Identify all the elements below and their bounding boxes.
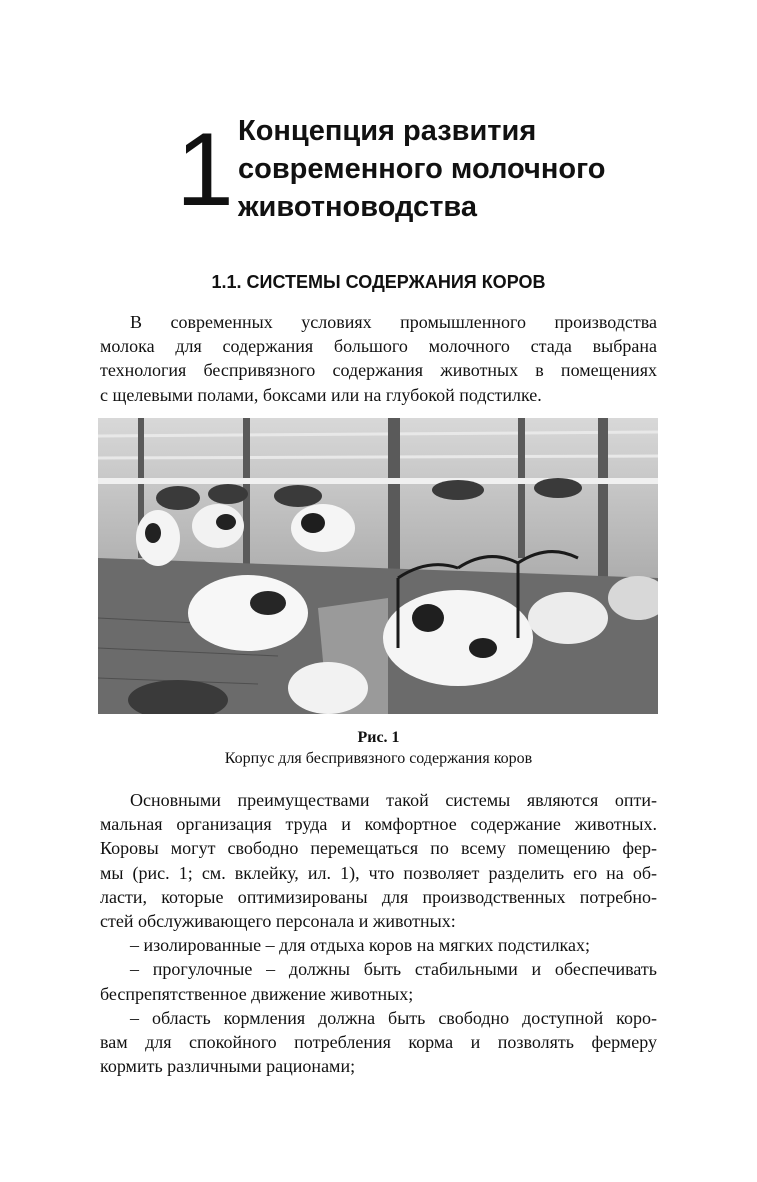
text-line: Основными преимуществами такой системы являются опти- [130,790,657,810]
list-item-continuation: вам для спокойного потребления корма и позволять фермеру [100,1032,657,1053]
text-line: ласти, которые оптимизированы для производственных потребно- [100,886,657,907]
list-item: – изолированные – для отдыха коров на мягких подстилках; [130,935,591,956]
list-item: – прогулочные – должны быть стабильными и обеспечивать [130,959,657,980]
figure-photo [98,418,658,714]
list-item-continuation: беспрепятственное движение животных; [100,983,414,1004]
section-title: 1.1. СИСТЕМЫ СОДЕРЖАНИЯ КОРОВ [211,272,546,292]
text-line: стей обслуживающего персонала и животных: [100,911,456,932]
body-paragraph [100,788,657,1078]
figure-caption: Корпус для беспривязного содержания коров [224,750,533,767]
chapter-title [238,112,708,226]
text-line: молока для содержания большого молочного стада выбрана [100,336,657,357]
chapter-title-line: современного молочного [238,153,606,185]
chapter-title-line: животноводства [238,191,477,223]
text-line: мальная организация труда и комфортное содержание животных. [100,814,657,835]
figure-label: Рис. 1 [357,729,400,746]
chapter-title-line: Концепция развития [238,115,537,147]
barn-photo-illustration [98,418,658,714]
intro-paragraph [100,310,657,407]
text-line: мы (рис. 1; см. вклейку, ил. 1), что позволяет разделить его на об- [100,862,657,883]
list-item-continuation: кормить различными рационами; [100,1056,356,1077]
text-line: Коровы могут свободно перемещаться по всему помещению фер- [100,838,657,859]
text-line: технология беспривязного содержания животных в помещениях [100,360,657,381]
chapter-number: 1 [176,112,234,228]
text-line: В современных условиях промышленного производства [130,312,657,332]
list-item: – область кормления должна быть свободно доступной коро- [130,1007,657,1028]
text-line: с щелевыми полами, боксами или на глубокой подстилке. [100,384,542,405]
